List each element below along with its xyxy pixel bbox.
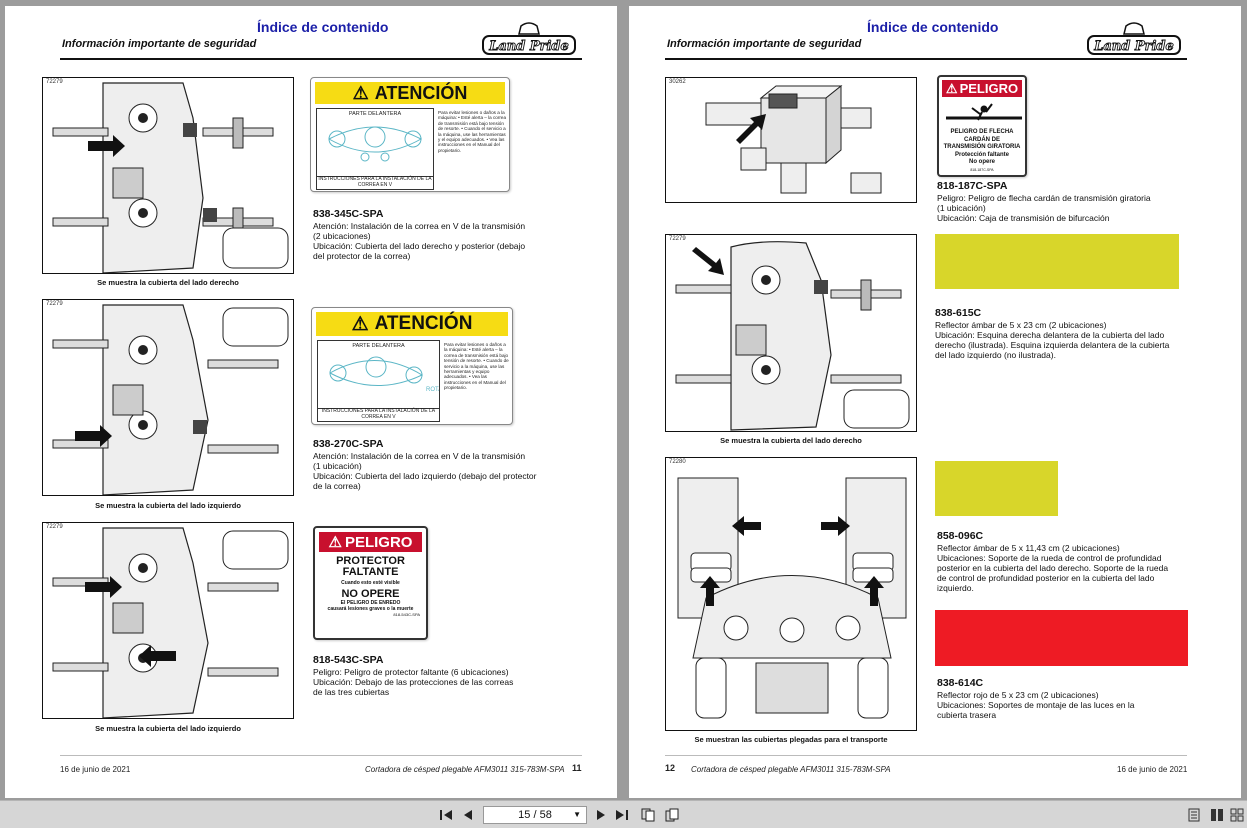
page-title: Índice de contenido xyxy=(867,19,999,35)
footer-page-number: 11 xyxy=(572,763,582,773)
svg-text:Land Pride: Land Pride xyxy=(1094,39,1174,54)
single-page-view-icon[interactable] xyxy=(1186,807,1202,823)
page-indicator-text: 15 / 58 xyxy=(518,809,552,821)
figure-gearbox xyxy=(665,77,917,203)
belt-routing-icon xyxy=(317,117,433,167)
footer-document: Cortadora de césped plegable AFM3011 315-783M-SPA xyxy=(365,765,565,774)
figure-left-deck-1 xyxy=(42,299,294,496)
part-number: 838-345C-SPA xyxy=(313,208,384,220)
part-number: 838-270C-SPA xyxy=(313,438,384,450)
amber-reflector-swatch-small xyxy=(935,461,1058,516)
red-reflector-swatch xyxy=(935,610,1188,666)
danger-banner: ⚠ PELIGRO xyxy=(942,80,1022,97)
part-description: Peligro: Peligro de protector faltante (6 ubicaciones) Ubicación: Debajo de las protecciones de las correas de las tres cubiertas xyxy=(313,667,514,697)
part-description: Atención: Instalación de la correa en V de la transmisión (1 ubicación) Ubicación: Cubierta del lado izquierdo (debajo del protector de la correa) xyxy=(313,451,537,491)
banner-text: ATENCIÓN xyxy=(374,82,468,103)
part-number: 858-096C xyxy=(937,530,984,542)
first-page-icon[interactable] xyxy=(438,807,454,823)
part-number: 838-615C xyxy=(935,307,982,319)
rotation-label: ROT xyxy=(426,387,439,394)
footer-date: 16 de junio de 2021 xyxy=(60,765,131,774)
mower-deck-drawing xyxy=(666,235,917,432)
danger-banner: ⚠ PELIGRO xyxy=(319,532,422,552)
banner-text: ATENCIÓN xyxy=(374,313,473,334)
attention-banner xyxy=(316,312,508,336)
part-description: Peligro: Peligro de flecha cardán de transmisión giratoria (1 ubicación) Ubicación: Caja de transmisión de bifurcación xyxy=(937,193,1151,223)
warning-triangle-icon: ⚠ xyxy=(328,534,342,551)
page-12 xyxy=(629,6,1241,798)
figure-caption: Se muestra la cubierta del lado izquierdo xyxy=(95,501,241,510)
attention-banner xyxy=(315,82,505,104)
amber-reflector-swatch xyxy=(935,234,1179,289)
previous-page-icon[interactable] xyxy=(460,807,476,823)
front-label: PARTE DELANTERA xyxy=(352,343,405,349)
footer-date: 16 de junio de 2021 xyxy=(1117,765,1188,774)
copy-page-icon[interactable] xyxy=(664,807,680,823)
bottom-label: INSTRUCCIONES PARA LA INSTALACIÓN DE LA CORREA EN V xyxy=(318,176,432,188)
figure-number: 30262 xyxy=(669,79,686,85)
part-description: Reflector ámbar de 5 x 11,43 cm (2 ubicaciones) Ubicaciones: Soporte de la rueda de control de profundidad posterior en la cubierta del lado derecho. Soporte de la rueda de control de profundidad posterior en la cubierta del lado izquierdo. xyxy=(937,543,1169,593)
svg-text:Land Pride: Land Pride xyxy=(489,39,569,54)
figure-caption: Se muestra la cubierta del lado izquierdo xyxy=(95,724,241,733)
front-label: PARTE DELANTERA xyxy=(348,111,402,117)
page-subtitle: Información importante de seguridad xyxy=(667,38,862,50)
figure-number: 72279 xyxy=(46,79,63,85)
figure-number: 72279 xyxy=(46,524,63,530)
figure-number: 72279 xyxy=(669,236,686,242)
decal-diagram-box xyxy=(316,108,434,190)
mower-deck-drawing xyxy=(43,300,294,496)
viewer-toolbar xyxy=(0,800,1247,828)
part-description: Atención: Instalación de la correa en V de la transmisión (2 ubicaciones) Ubicación: Cubierta del lado derecho y posterior (debajo del protector de la correa) xyxy=(313,221,526,261)
mower-deck-drawing xyxy=(43,78,294,274)
decal-side-text: Para evitar lesiones o daños a la máquina: • Esté alerta – la correa de transmisión está bajo tensión de resorte. • Cuando el servicio a la máquina, use las herramientas y el equipo adecuados. • Vea las instrucciones en el Manual del propietario. xyxy=(438,110,506,153)
part-number: 838-614C xyxy=(937,677,984,689)
warning-triangle-icon: ⚠ xyxy=(945,80,958,96)
mower-deck-drawing xyxy=(43,523,294,719)
figure-caption: Se muestra la cubierta del lado derecho xyxy=(720,436,862,445)
page-title: Índice de contenido xyxy=(257,19,389,35)
decal-838-270c xyxy=(311,307,513,425)
figure-number: 72280 xyxy=(669,459,686,465)
part-number: 818-543C-SPA xyxy=(313,654,384,666)
decal-body: PELIGRO DE FLECHA CARDÁN DE TRANSMISIÓN GIRATORIA Protección faltante No opere 818-187C-SPA xyxy=(943,129,1021,172)
next-page-icon[interactable] xyxy=(593,807,609,823)
chevron-down-icon[interactable]: ▼ xyxy=(573,810,581,819)
warning-triangle-icon: ⚠ xyxy=(352,82,369,103)
figure-number: 72279 xyxy=(46,301,63,307)
header-rule xyxy=(665,58,1187,60)
part-number: 818-187C-SPA xyxy=(937,180,1008,192)
decal-818-543c xyxy=(313,526,428,640)
decal-838-345c xyxy=(310,77,510,192)
last-page-icon[interactable] xyxy=(614,807,630,823)
gearbox-drawing xyxy=(666,78,917,203)
figure-caption: Se muestra la cubierta del lado derecho xyxy=(97,278,239,287)
decal-diagram-box xyxy=(317,340,440,422)
continuous-view-icon[interactable] xyxy=(1229,807,1245,823)
footer-page-number: 12 xyxy=(665,763,676,773)
part-description: Reflector ámbar de 5 x 23 cm (2 ubicaciones) Ubicación: Esquina derecha delantera de la cubierta del lado derecho (ilustrada). Esquina izquierda delantera de la cubierta del lado izquierdo (no ilustrada). xyxy=(935,320,1170,360)
land-pride-logo xyxy=(1086,20,1182,58)
page-subtitle: Información importante de seguridad xyxy=(62,38,257,50)
footer-rule xyxy=(60,755,582,756)
header-rule xyxy=(60,58,582,60)
warning-triangle-icon: ⚠ xyxy=(351,313,369,335)
part-description: Reflector rojo de 5 x 23 cm (2 ubicaciones) Ubicaciones: Soportes de montaje de las luces en la cubierta trasera xyxy=(937,690,1135,720)
bottom-label: INSTRUCCIONES PARA LA INSTALACIÓN DE LA CORREA EN V xyxy=(318,408,439,420)
decal-side-text: Para evitar lesiones o daños a la máquina: • Esté alerta – la correa de transmisión está bajo tensión de resorte. • Cuando de servicio a la máquina, use las herramientas y equipo adecuados. • Vea las instrucciones en el Manual del propietario. xyxy=(444,342,509,391)
decal-818-187c xyxy=(937,75,1027,177)
figure-right-deck-1 xyxy=(42,77,294,274)
figure-right-deck-2 xyxy=(665,234,917,432)
decal-body: PROTECTOR FALTANTE Cuando esto esté visible NO OPERE El PELIGRO DE ENREDO causará lesiones graves o la muerte 818-543C-SPA xyxy=(327,555,420,617)
footer-rule xyxy=(665,755,1187,756)
figure-folded-decks xyxy=(665,457,917,731)
page-11 xyxy=(5,6,617,798)
entanglement-icon xyxy=(942,100,1026,124)
belt-routing-icon xyxy=(318,349,439,395)
footer-document: Cortadora de césped plegable AFM3011 315-783M-SPA xyxy=(691,765,891,774)
page-number-input[interactable] xyxy=(483,806,587,824)
figure-left-deck-2 xyxy=(42,522,294,719)
page-layout-icon[interactable] xyxy=(640,807,656,823)
figure-caption: Se muestran las cubiertas plegadas para el transporte xyxy=(694,735,888,744)
land-pride-logo xyxy=(481,20,577,58)
two-page-view-icon[interactable] xyxy=(1209,807,1225,823)
folded-decks-drawing xyxy=(666,458,917,731)
